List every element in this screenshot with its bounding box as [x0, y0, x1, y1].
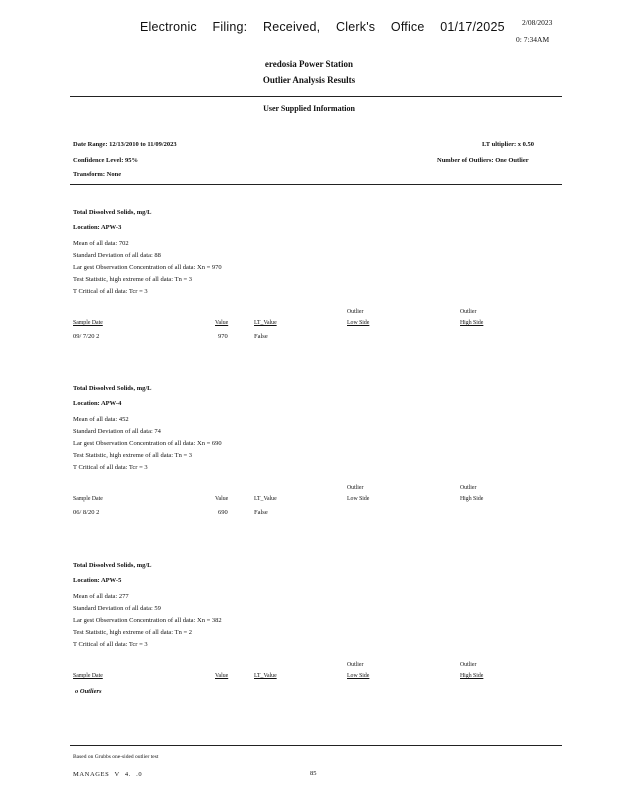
page-number: 85	[310, 770, 317, 777]
sample-date-header: Sample Date	[73, 320, 103, 326]
header-rule	[70, 96, 562, 97]
outlier-block	[73, 385, 543, 535]
t-critical: T Critical of all data: Tcr = 3	[73, 464, 148, 471]
high-side-header: High Side	[460, 673, 484, 679]
parameter-name: Total Dissolved Solids, mg/L	[73, 385, 152, 392]
lt-value-header: LT_Value	[254, 496, 277, 502]
outlier-low-header: Outlier	[347, 485, 364, 491]
print-time: 0: 7:34AM	[516, 35, 550, 44]
mean: Mean of all data: 702	[73, 240, 129, 247]
value-header: Value	[215, 496, 229, 502]
report-title: Outlier Analysis Results	[262, 75, 356, 85]
high-side-header: High Side	[460, 496, 484, 502]
row-lt-value: False	[254, 333, 268, 340]
row-lt-value: False	[254, 509, 268, 516]
low-side-header: Low Side	[347, 320, 370, 326]
low-side-header: Low Side	[347, 673, 370, 679]
std-dev: Standard Deviation of all data: 59	[73, 605, 161, 612]
row-sample-date: 09/ 7/20 2	[73, 333, 100, 340]
outlier-low-header: Outlier	[347, 662, 364, 668]
value-header: Value	[215, 673, 229, 679]
largest-observation: Lar gest Observation Concentration of all data: Xn = 690	[73, 440, 222, 447]
lt-multiplier: LT ultiplier: x 0.50	[482, 141, 535, 148]
software-version: MANAGES V 4. .0	[73, 771, 143, 778]
date-range: Date Range: 12/13/2010 to 11/09/2023	[73, 141, 177, 148]
no-outliers: o Outliers	[75, 688, 102, 695]
t-critical: T Critical of all data: Tcr = 3	[73, 288, 148, 295]
confidence-level: Confidence Level: 95%	[73, 157, 138, 164]
mean: Mean of all data: 452	[73, 416, 129, 423]
std-dev: Standard Deviation of all data: 74	[73, 428, 161, 435]
outlier-low-header: Outlier	[347, 309, 364, 315]
outlier-block	[73, 562, 543, 712]
t-critical: T Critical of all data: Tcr = 3	[73, 641, 148, 648]
outlier-high-header: Outlier	[460, 662, 477, 668]
lt-value-header: LT_Value	[254, 320, 277, 326]
mean: Mean of all data: 277	[73, 593, 129, 600]
sample-date-header: Sample Date	[73, 673, 103, 679]
test-statistic: Test Statistic, high extreme of all data: Tn = 2	[73, 629, 192, 636]
std-dev: Standard Deviation of all data: 88	[73, 252, 161, 259]
location: Location: APW-3	[73, 224, 122, 231]
outlier-high-header: Outlier	[460, 485, 477, 491]
row-sample-date: 06/ 8/20 2	[73, 509, 100, 516]
footer-note: Based on Grubbs one-sided outlier test	[73, 754, 159, 760]
low-side-header: Low Side	[347, 496, 370, 502]
meta-rule	[70, 184, 562, 185]
print-date: 2/08/2023	[522, 18, 553, 27]
parameter-name: Total Dissolved Solids, mg/L	[73, 562, 152, 569]
location: Location: APW-5	[73, 577, 122, 584]
outlier-high-header: Outlier	[460, 309, 477, 315]
lt-value-header: LT_Value	[254, 673, 277, 679]
high-side-header: High Side	[460, 320, 484, 326]
largest-observation: Lar gest Observation Concentration of all data: Xn = 382	[73, 617, 222, 624]
location: Location: APW-4	[73, 400, 122, 407]
parameter-name: Total Dissolved Solids, mg/L	[73, 209, 152, 216]
test-statistic: Test Statistic, high extreme of all data: Tn = 3	[73, 452, 192, 459]
largest-observation: Lar gest Observation Concentration of all data: Xn = 970	[73, 264, 222, 271]
test-statistic: Test Statistic, high extreme of all data: Tn = 3	[73, 276, 192, 283]
footer-rule	[70, 745, 562, 746]
row-value: 970	[218, 333, 228, 340]
section-title: User Supplied Information	[263, 104, 355, 113]
sample-date-header: Sample Date	[73, 496, 103, 502]
transform: Transform: None	[73, 171, 122, 178]
outlier-block	[73, 209, 543, 359]
filing-stamp: Electronic Filing: Received, Clerk's Office 01/17/2025	[140, 20, 505, 34]
number-of-outliers: Number of Outliers: One Outlier	[437, 157, 529, 164]
row-value: 690	[218, 509, 228, 516]
value-header: Value	[215, 320, 229, 326]
station-title: eredosia Power Station	[264, 59, 354, 69]
